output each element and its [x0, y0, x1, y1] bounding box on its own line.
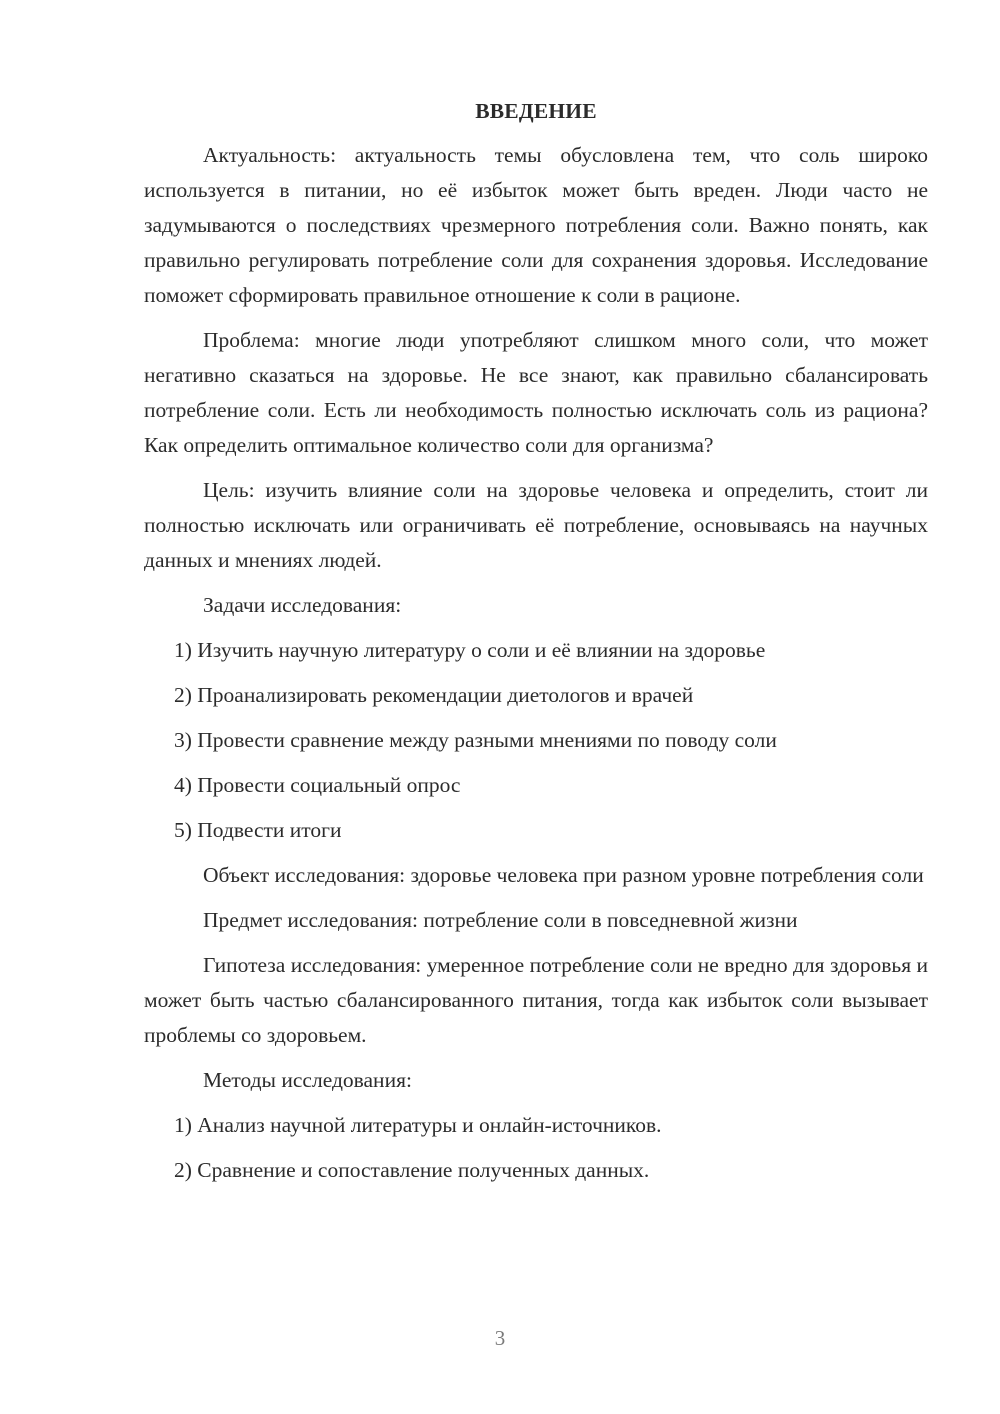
subject-paragraph: Предмет исследования: потребление соли в повседневной жизни: [203, 908, 798, 932]
method-item: 2) Сравнение и сопоставление полученных данных.: [174, 1158, 650, 1182]
document-page: [144, 96, 928, 1198]
object-paragraph: Объект исследования: здоровье человека при разном уровне потребления соли: [203, 863, 924, 887]
methods-heading: Методы исследования:: [203, 1068, 412, 1092]
relevance-paragraph: Актуальность: актуальность темы обусловлена тем, что соль широко используется в питании, но её избыток может быть вреден. Люди часто не задумываются о последствиях чрезмерного потребления соли. Важно понять, как правильно регулировать потребление соли для сохранения здоровья. Исследование поможет сформировать правильное отношение к соли в рационе.: [144, 143, 928, 307]
task-item: 3) Провести сравнение между разными мнениями по поводу соли: [174, 728, 777, 752]
task-item: 1) Изучить научную литературу о соли и её влиянии на здоровье: [174, 638, 766, 662]
task-item: 2) Проанализировать рекомендации диетологов и врачей: [174, 683, 694, 707]
section-title: ВВЕДЕНИЕ: [475, 99, 597, 123]
task-item: 4) Провести социальный опрос: [174, 773, 461, 797]
tasks-heading: Задачи исследования:: [203, 593, 402, 617]
page-number: 3: [494, 1326, 506, 1350]
goal-paragraph: Цель: изучить влияние соли на здоровье человека и определить, стоит ли полностью исключать или ограничивать её потребление, основываясь на научных данных и мнениях людей.: [144, 478, 928, 572]
method-item: 1) Анализ научной литературы и онлайн-источников.: [174, 1113, 662, 1137]
task-item: 5) Подвести итоги: [174, 818, 342, 842]
hypothesis-paragraph: Гипотеза исследования: умеренное потребление соли не вредно для здоровья и может быть частью сбалансированного питания, тогда как избыток соли вызывает проблемы со здоровьем.: [144, 953, 928, 1047]
problem-paragraph: Проблема: многие люди употребляют слишком много соли, что может негативно сказаться на здоровье. Не все знают, как правильно сбалансировать потребление соли. Есть ли необходимость полностью исключать соль из рациона? Как определить оптимальное количество соли для организма?: [144, 328, 928, 457]
